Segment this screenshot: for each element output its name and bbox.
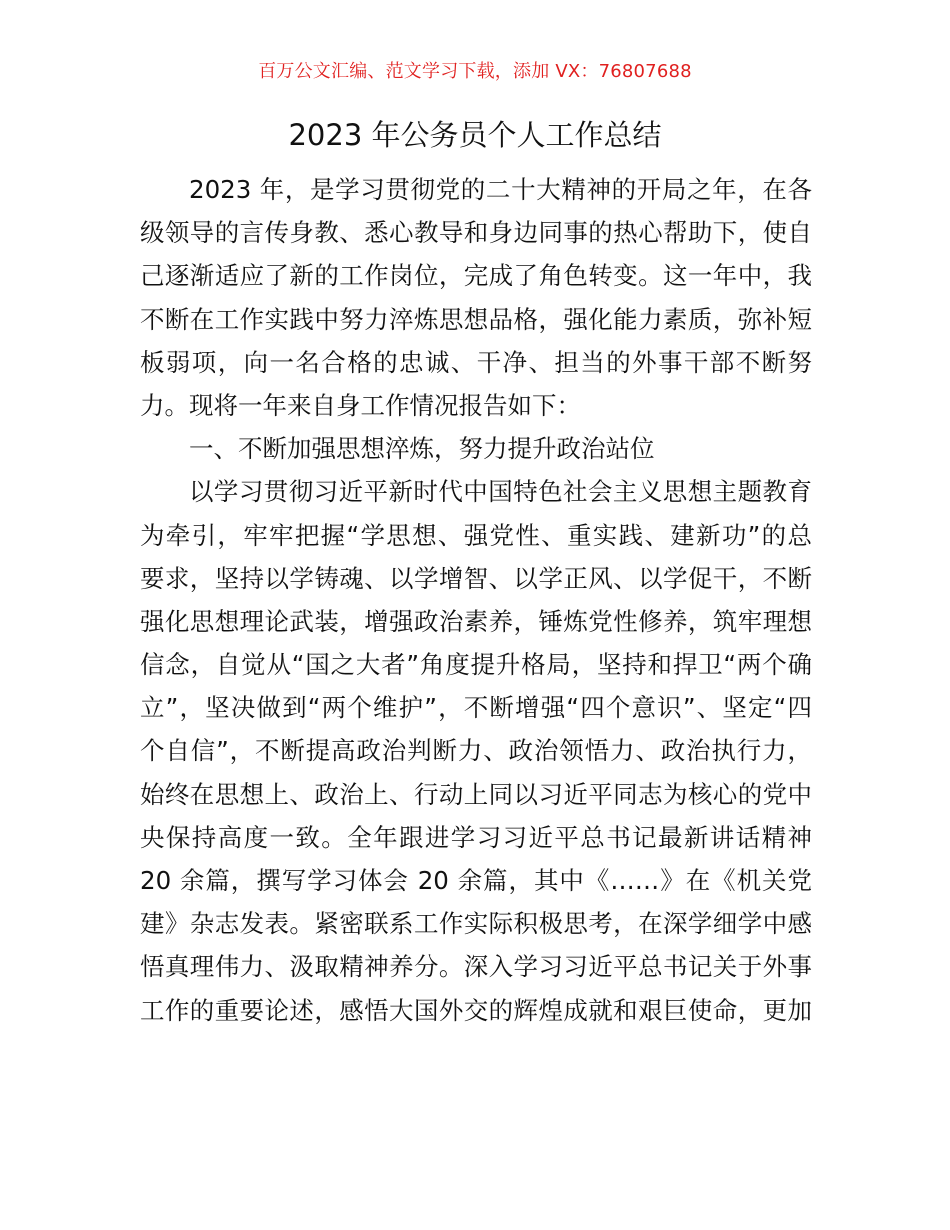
text-line: 力。现将一年来自身工作情况报告如下： — [140, 390, 581, 420]
text-line: 信念，自觉从“国之大者”角度提升格局，坚持和捍卫“两个确 — [140, 650, 812, 680]
text-line: 建》杂志发表。紧密联系工作实际积极思考，在深学细学中感 — [140, 909, 812, 939]
text-line: 己逐渐适应了新的工作岗位，完成了角色转变。这一年中，我 — [140, 261, 812, 291]
section-heading: 一、不断加强思想淬炼，努力提升政治站位 — [189, 434, 655, 464]
text-line: 级领导的言传身教、悉心教导和身边同事的热心帮助下，使自 — [140, 218, 812, 248]
watermark-header-note: 百万公文汇编、范文学习下载，添加 VX：76807688 — [258, 61, 692, 82]
text-line: 为牵引，牢牢把握“学思想、强党性、重实践、建新功”的总 — [140, 520, 812, 550]
paragraph-intro — [140, 168, 812, 427]
text-line: 强化思想理论武装，增强政治素养，锤炼党性修养，筑牢理想 — [140, 606, 812, 636]
text-line: 央保持高度一致。全年跟进学习习近平总书记最新讲话精神 — [140, 822, 812, 852]
text-line: 工作的重要论述，感悟大国外交的辉煌成就和艰巨使命，更加 — [140, 995, 812, 1025]
text-line: 以学习贯彻习近平新时代中国特色社会主义思想主题教育 — [189, 477, 812, 507]
paragraph-section1 — [140, 470, 812, 1031]
document-body — [140, 168, 812, 1032]
text-line: 悟真理伟力、汲取精神养分。深入学习习近平总书记关于外事 — [140, 952, 812, 982]
text-line: 2023 年，是学习贯彻党的二十大精神的开局之年，在各 — [189, 175, 812, 204]
text-line: 不断在工作实践中努力淬炼思想品格，强化能力素质，弥补短 — [140, 304, 812, 334]
document-title: 2023 年公务员个人工作总结 — [288, 118, 662, 152]
text-line: 要求，坚持以学铸魂、以学增智、以学正风、以学促干，不断 — [140, 563, 812, 593]
text-line: 20 余篇，撰写学习体会 20 余篇，其中《……》在《机关党 — [140, 866, 812, 895]
text-line: 始终在思想上、政治上、行动上同以习近平同志为核心的党中 — [140, 779, 812, 809]
text-line: 板弱项，向一名合格的忠诚、干净、担当的外事干部不断努 — [140, 347, 812, 377]
text-line: 个自信”，不断提高政治判断力、政治领悟力、政治执行力， — [140, 736, 812, 766]
text-line: 立”，坚决做到“两个维护”，不断增强“四个意识”、坚定“四 — [140, 693, 812, 723]
